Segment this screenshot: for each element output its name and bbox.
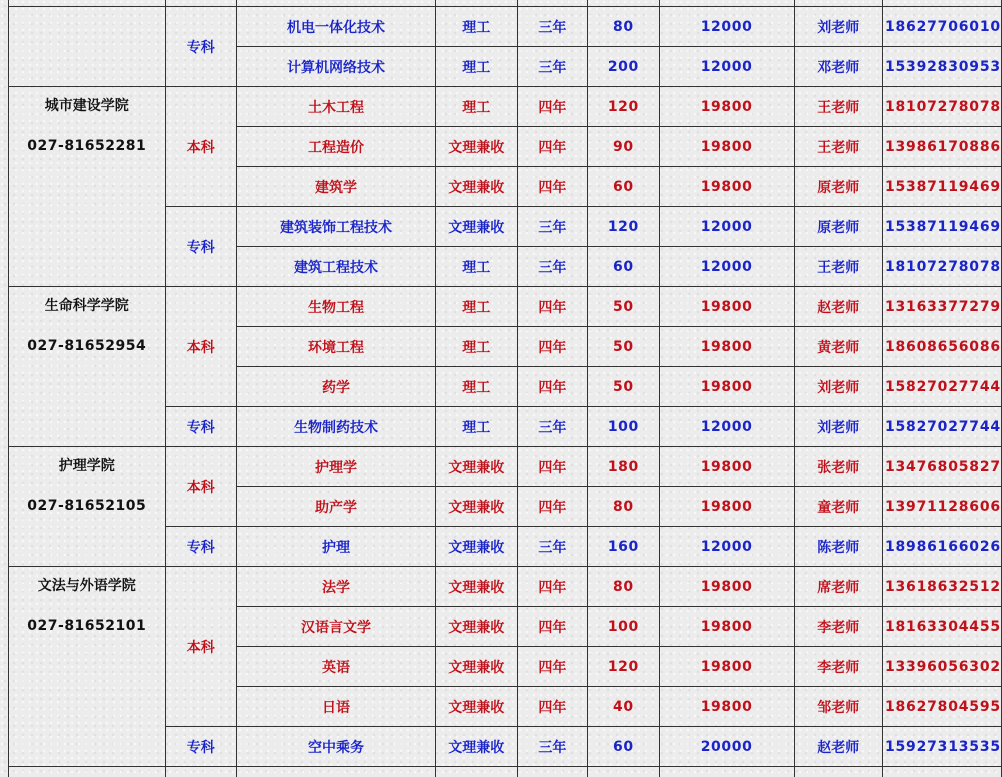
contact-teacher-cell: 刘老师 — [794, 407, 882, 447]
contact-phone-cell: 18608656086 — [882, 327, 1001, 367]
level-cell: 专科 — [165, 527, 236, 567]
duration-cell: 四年 — [517, 447, 587, 487]
duration-cell: 三年 — [517, 407, 587, 447]
table-row — [9, 767, 1002, 777]
contact-teacher-cell: 童老师 — [794, 487, 882, 527]
duration-cell: 四年 — [517, 327, 587, 367]
tuition-cell: 19800 — [659, 167, 794, 207]
college-cell — [9, 447, 166, 567]
contact-teacher-cell: 王老师 — [794, 127, 882, 167]
category-cell: 文理兼收 — [435, 567, 517, 607]
table-cell — [882, 767, 1001, 777]
table-row — [9, 567, 1002, 607]
major-cell: 土木工程 — [237, 87, 436, 127]
major-cell: 计算机网络技术 — [237, 47, 436, 87]
major-cell: 护理 — [237, 527, 436, 567]
major-cell: 环境工程 — [237, 327, 436, 367]
quota-cell: 80 — [588, 7, 660, 47]
tuition-cell: 19800 — [659, 487, 794, 527]
contact-phone-cell: 15827027744 — [882, 367, 1001, 407]
contact-teacher-cell: 王老师 — [794, 247, 882, 287]
tuition-cell: 12000 — [659, 207, 794, 247]
quota-cell: 40 — [588, 687, 660, 727]
contact-teacher-cell: 李老师 — [794, 647, 882, 687]
category-cell: 理工 — [435, 247, 517, 287]
table-row — [9, 287, 1002, 327]
tuition-cell: 19800 — [659, 367, 794, 407]
quota-cell: 160 — [588, 527, 660, 567]
contact-phone-cell: 18107278078 — [882, 87, 1001, 127]
duration-cell: 四年 — [517, 487, 587, 527]
level-cell: 本科 — [165, 87, 236, 207]
quota-cell: 60 — [588, 167, 660, 207]
college-name: 生命科学学院 — [44, 298, 129, 314]
major-cell: 护理学 — [237, 447, 436, 487]
major-cell: 建筑装饰工程技术 — [237, 207, 436, 247]
contact-phone-cell: 18627706010 — [882, 7, 1001, 47]
major-cell: 汉语言文学 — [237, 607, 436, 647]
category-cell: 理工 — [435, 87, 517, 127]
tuition-cell: 20000 — [659, 727, 794, 767]
tuition-cell: 19800 — [659, 567, 794, 607]
duration-cell: 三年 — [517, 47, 587, 87]
duration-cell: 三年 — [517, 527, 587, 567]
college-name: 护理学院 — [58, 458, 115, 474]
duration-cell: 三年 — [517, 247, 587, 287]
major-cell: 建筑学 — [237, 167, 436, 207]
college-cell — [9, 7, 166, 87]
major-cell: 工程造价 — [237, 127, 436, 167]
quota-cell: 50 — [588, 367, 660, 407]
table-cell — [794, 767, 882, 777]
major-cell: 机电一体化技术 — [237, 7, 436, 47]
contact-teacher-cell: 刘老师 — [794, 367, 882, 407]
table-row — [9, 87, 1002, 127]
contact-phone-cell: 15927313535 — [882, 727, 1001, 767]
major-cell: 法学 — [237, 567, 436, 607]
college-cell — [9, 287, 166, 447]
contact-phone-cell: 15387119469 — [882, 207, 1001, 247]
level-cell: 本科 — [165, 567, 236, 727]
contact-phone-cell: 13986170886 — [882, 127, 1001, 167]
contact-phone-cell: 13618632512 — [882, 567, 1001, 607]
level-cell: 专科 — [165, 7, 236, 87]
major-cell: 药学 — [237, 367, 436, 407]
contact-teacher-cell: 邓老师 — [794, 47, 882, 87]
duration-cell: 四年 — [517, 87, 587, 127]
level-cell: 本科 — [165, 287, 236, 407]
contact-teacher-cell: 张老师 — [794, 447, 882, 487]
contact-teacher-cell: 李老师 — [794, 607, 882, 647]
level-cell: 本科 — [165, 447, 236, 527]
quota-cell: 60 — [588, 247, 660, 287]
duration-cell: 四年 — [517, 287, 587, 327]
tuition-cell: 19800 — [659, 447, 794, 487]
college-name: 文法与外语学院 — [37, 578, 136, 594]
contact-teacher-cell: 刘老师 — [794, 7, 882, 47]
table-row — [9, 447, 1002, 487]
contact-phone-cell: 13163377279 — [882, 287, 1001, 327]
duration-cell: 三年 — [517, 7, 587, 47]
tuition-cell: 19800 — [659, 687, 794, 727]
category-cell: 文理兼收 — [435, 207, 517, 247]
table-cell — [517, 767, 587, 777]
contact-teacher-cell: 王老师 — [794, 87, 882, 127]
contact-teacher-cell: 席老师 — [794, 567, 882, 607]
table-cell — [659, 767, 794, 777]
college-cell — [9, 87, 166, 287]
quota-cell: 90 — [588, 127, 660, 167]
college-phone: 027-81652105 — [27, 498, 147, 514]
college-phone: 027-81652281 — [27, 138, 147, 154]
category-cell: 文理兼收 — [435, 447, 517, 487]
tuition-cell: 12000 — [659, 47, 794, 87]
table-cell — [588, 767, 660, 777]
quota-cell: 80 — [588, 567, 660, 607]
quota-cell: 100 — [588, 407, 660, 447]
category-cell: 文理兼收 — [435, 167, 517, 207]
category-cell: 文理兼收 — [435, 127, 517, 167]
category-cell: 文理兼收 — [435, 487, 517, 527]
duration-cell: 三年 — [517, 207, 587, 247]
duration-cell: 四年 — [517, 607, 587, 647]
contact-phone-cell: 15827027744 — [882, 407, 1001, 447]
tuition-cell: 19800 — [659, 607, 794, 647]
contact-phone-cell: 18627804595 — [882, 687, 1001, 727]
table-cell — [165, 767, 236, 777]
contact-teacher-cell: 陈老师 — [794, 527, 882, 567]
tuition-cell: 12000 — [659, 7, 794, 47]
contact-teacher-cell: 邹老师 — [794, 687, 882, 727]
level-cell: 专科 — [165, 727, 236, 767]
college-phone: 027-81652101 — [27, 618, 147, 634]
tuition-cell: 19800 — [659, 87, 794, 127]
category-cell: 文理兼收 — [435, 607, 517, 647]
major-cell: 生物工程 — [237, 287, 436, 327]
admissions-table — [8, 0, 1002, 777]
table-cell — [435, 767, 517, 777]
duration-cell: 四年 — [517, 647, 587, 687]
table-body — [9, 0, 1002, 777]
category-cell: 理工 — [435, 407, 517, 447]
quota-cell: 80 — [588, 487, 660, 527]
quota-cell: 120 — [588, 87, 660, 127]
contact-teacher-cell: 原老师 — [794, 167, 882, 207]
category-cell: 文理兼收 — [435, 687, 517, 727]
level-cell: 专科 — [165, 407, 236, 447]
table-cell — [9, 767, 166, 777]
major-cell: 英语 — [237, 647, 436, 687]
category-cell: 文理兼收 — [435, 647, 517, 687]
quota-cell: 50 — [588, 287, 660, 327]
tuition-cell: 19800 — [659, 287, 794, 327]
table-row — [9, 7, 1002, 47]
contact-phone-cell: 13971128606 — [882, 487, 1001, 527]
major-cell: 日语 — [237, 687, 436, 727]
quota-cell: 120 — [588, 207, 660, 247]
contact-phone-cell: 18107278078 — [882, 247, 1001, 287]
table-cell — [237, 767, 436, 777]
college-cell — [9, 567, 166, 767]
contact-phone-cell: 18163304455 — [882, 607, 1001, 647]
duration-cell: 四年 — [517, 367, 587, 407]
duration-cell: 四年 — [517, 127, 587, 167]
category-cell: 理工 — [435, 327, 517, 367]
contact-phone-cell: 13476805827 — [882, 447, 1001, 487]
quota-cell: 120 — [588, 647, 660, 687]
category-cell: 文理兼收 — [435, 527, 517, 567]
contact-phone-cell: 13396056302 — [882, 647, 1001, 687]
contact-teacher-cell: 赵老师 — [794, 727, 882, 767]
contact-teacher-cell: 原老师 — [794, 207, 882, 247]
college-name: 城市建设学院 — [44, 98, 129, 114]
tuition-cell: 19800 — [659, 327, 794, 367]
major-cell: 建筑工程技术 — [237, 247, 436, 287]
tuition-cell: 12000 — [659, 247, 794, 287]
tuition-cell: 12000 — [659, 527, 794, 567]
major-cell: 空中乘务 — [237, 727, 436, 767]
quota-cell: 60 — [588, 727, 660, 767]
tuition-cell: 19800 — [659, 127, 794, 167]
duration-cell: 四年 — [517, 167, 587, 207]
duration-cell: 四年 — [517, 687, 587, 727]
tuition-cell: 12000 — [659, 407, 794, 447]
college-phone: 027-81652954 — [27, 338, 147, 354]
contact-teacher-cell: 黄老师 — [794, 327, 882, 367]
duration-cell: 四年 — [517, 567, 587, 607]
category-cell: 理工 — [435, 47, 517, 87]
duration-cell: 三年 — [517, 727, 587, 767]
contact-phone-cell: 15387119469 — [882, 167, 1001, 207]
quota-cell: 100 — [588, 607, 660, 647]
contact-phone-cell: 18986166026 — [882, 527, 1001, 567]
major-cell: 生物制药技术 — [237, 407, 436, 447]
major-cell: 助产学 — [237, 487, 436, 527]
category-cell: 理工 — [435, 287, 517, 327]
contact-phone-cell: 15392830953 — [882, 47, 1001, 87]
level-cell: 专科 — [165, 207, 236, 287]
quota-cell: 200 — [588, 47, 660, 87]
category-cell: 理工 — [435, 367, 517, 407]
quota-cell: 50 — [588, 327, 660, 367]
tuition-cell: 19800 — [659, 647, 794, 687]
quota-cell: 180 — [588, 447, 660, 487]
category-cell: 文理兼收 — [435, 727, 517, 767]
category-cell: 理工 — [435, 7, 517, 47]
contact-teacher-cell: 赵老师 — [794, 287, 882, 327]
